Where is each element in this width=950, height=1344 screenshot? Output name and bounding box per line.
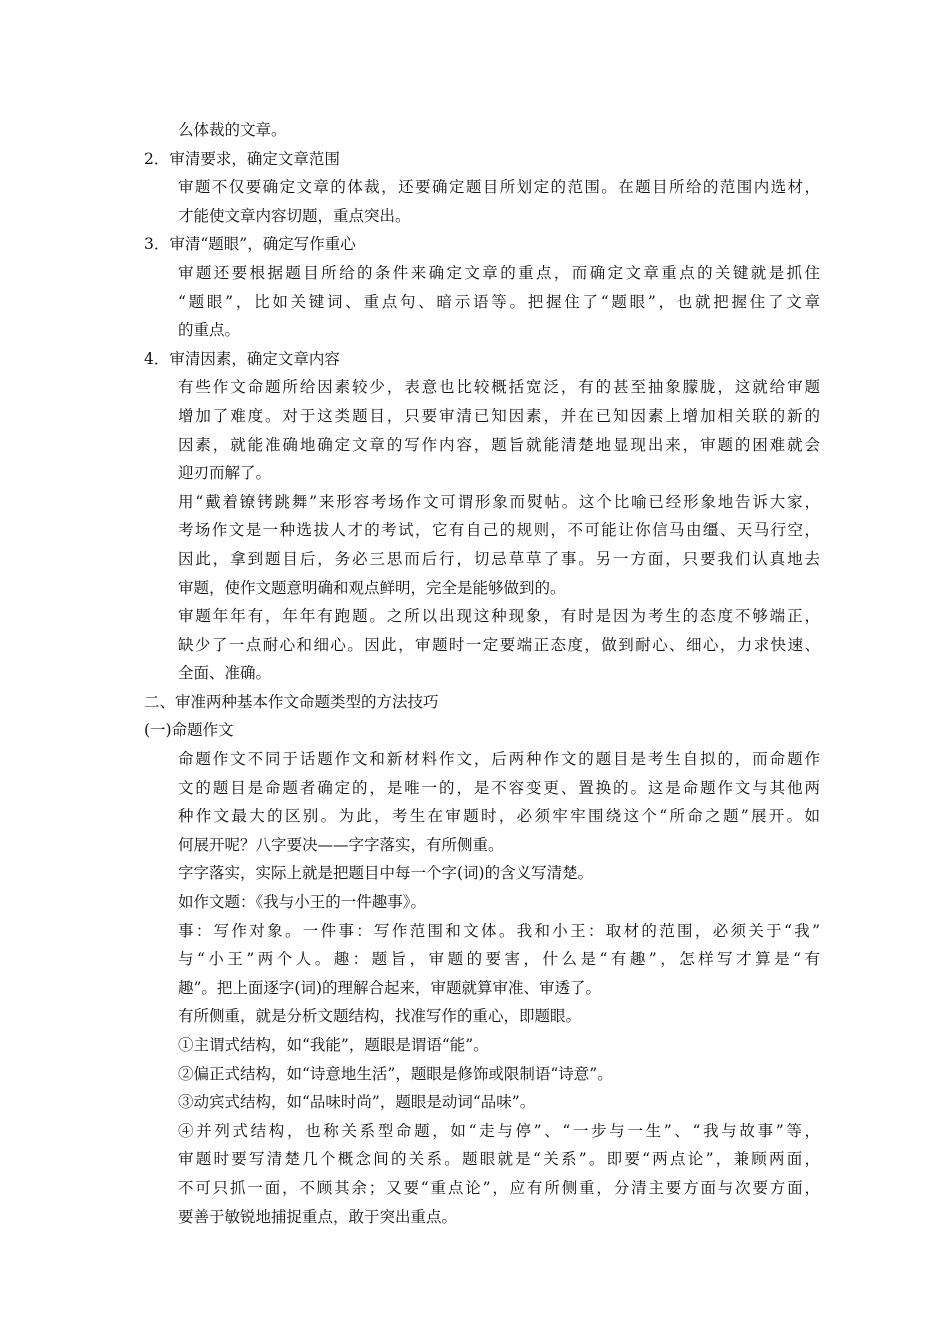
paragraph-line <box>0 745 950 774</box>
line-text: ①主谓式结构，如“我能”，题眼是谓语“能”。 <box>178 1036 489 1054</box>
line-text: ④并列式结构，也称关系型命题，如“走与停”、“一步与一生”、“我与故事”等， <box>178 1121 820 1140</box>
paragraph-line <box>0 202 950 231</box>
line-text: 有所侧重，就是分析文题结构，找准写作的重心，即题眼。 <box>178 1007 582 1026</box>
line-text: 因素，就能准确地确定文章的写作内容，题旨就能清楚地显现出来，审题的困难就会 <box>178 435 820 454</box>
line-text: 字字落实，实际上就是把题目中每一个字(词)的含义写清楚。 <box>178 864 594 883</box>
line-text: 2．审清要求，确定文章范围 <box>144 149 340 168</box>
paragraph-line <box>0 373 950 402</box>
paragraph-line <box>0 288 950 317</box>
line-text: 因此，拿到题目后，务必三思而后行，切忌草草了事。另一方面，只要我们认真地去 <box>178 549 820 568</box>
section-heading <box>0 230 950 259</box>
line-text: 增加了难度。对于这类题目，只要审清已知因素，并在已知因素上增加相关联的新的 <box>178 406 820 425</box>
paragraph-line <box>0 545 950 574</box>
line-text: 4．审清因素，确定文章内容 <box>144 349 340 368</box>
paragraph-line <box>0 259 950 288</box>
paragraph-line <box>0 945 950 974</box>
line-text: 趣”。把上面逐字(词)的理解合起来，审题就算审准、审透了。 <box>178 978 602 997</box>
line-text: 审题不仅要确定文章的体裁，还要确定题目所划定的范围。在题目所给的范围内选材， <box>178 178 820 197</box>
section-heading <box>0 688 950 717</box>
section-heading <box>0 345 950 374</box>
line-text: 迎刃而解了。 <box>178 464 272 483</box>
paragraph-line <box>0 459 950 488</box>
line-text: 的重点。 <box>178 321 241 340</box>
line-text: 3．审清“题眼”，确定写作重心 <box>144 235 356 254</box>
line-text: ③动宾式结构，如“品味时尚”，题眼是动词“品味”。 <box>178 1093 536 1112</box>
line-text: 不可只抓一面，不顾其余；又要“重点论”，应有所侧重，分清主要方面与次要方面， <box>178 1178 820 1197</box>
paragraph-line <box>0 173 950 202</box>
paragraph-line <box>0 516 950 545</box>
paragraph-line <box>0 774 950 803</box>
line-text: 二、审准两种基本作文命题类型的方法技巧 <box>144 692 439 711</box>
document-body <box>0 116 950 1231</box>
line-text: 与“小王”两个人。趣：题旨，审题的要害，什么是“有趣”，怎样写才算是“有 <box>178 950 820 969</box>
line-text: 审题时要写清楚几个概念间的关系。题眼就是“关系”。即要“两点论”，兼顾两面， <box>178 1150 820 1169</box>
paragraph-line <box>0 1203 950 1232</box>
paragraph-line <box>0 1031 950 1060</box>
paragraph-line <box>0 659 950 688</box>
line-text: 有些作文命题所给因素较少，表意也比较概括宽泛，有的甚至抽象朦胧，这就给审题 <box>178 378 820 397</box>
section-heading <box>0 145 950 174</box>
line-text: 考场作文是一种选拔人才的考试，它有自己的规则，不可能让你信马由缰、天马行空， <box>178 521 820 540</box>
line-text: 审题还要根据题目所给的条件来确定文章的重点，而确定文章重点的关键就是抓住 <box>178 263 820 282</box>
paragraph-line <box>0 1088 950 1117</box>
paragraph-line <box>0 1060 950 1089</box>
line-text: 文的题目是命题者确定的，是唯一的，是不容变更、置换的。这是命题作文与其他两 <box>178 778 820 797</box>
paragraph-line <box>0 431 950 460</box>
paragraph-line <box>0 574 950 603</box>
paragraph-line <box>0 1174 950 1203</box>
line-text: 审题，使作文题意明确和观点鲜明，完全是能够做到的。 <box>178 578 566 597</box>
line-text: 全面、准确。 <box>178 664 272 683</box>
line-text: 缺少了一点耐心和细心。因此，审题时一定要端正态度，做到耐心、细心，力求快速、 <box>178 635 820 654</box>
paragraph-line <box>0 116 950 145</box>
paragraph-line <box>0 402 950 431</box>
line-text: 命题作文不同于话题作文和新材料作文，后两种作文的题目是考生自拟的，而命题作 <box>178 750 820 769</box>
paragraph-line <box>0 316 950 345</box>
line-text: 用“戴着镣铐跳舞”来形容考场作文可谓形象而熨帖。这个比喻已经形象地告诉大家， <box>178 492 820 511</box>
paragraph-line <box>0 831 950 860</box>
line-text: (一)命题作文 <box>144 721 234 740</box>
line-text: 种作文最大的区别。为此，考生在审题时，必须牢牢围绕这个“所命之题”展开。如 <box>178 807 820 826</box>
paragraph-line <box>0 1145 950 1174</box>
paragraph-line <box>0 1117 950 1146</box>
section-heading <box>0 716 950 745</box>
paragraph-line <box>0 859 950 888</box>
line-text: “题眼”，比如关键词、重点句、暗示语等。把握住了“题眼”，也就把握住了文章 <box>178 292 820 311</box>
line-text: 要善于敏锐地捕捉重点，敢于突出重点。 <box>178 1207 458 1226</box>
line-text: 审题年年有，年年有跑题。之所以出现这种现象，有时是因为考生的态度不够端正， <box>178 607 820 626</box>
line-text: 如作文题：《我与小王的一件趣事》。 <box>178 893 427 912</box>
paragraph-line <box>0 888 950 917</box>
line-text: 么体裁的文章。 <box>178 121 287 139</box>
line-text: 才能使文章内容切题，重点突出。 <box>178 206 411 225</box>
line-text: 事：写作对象。一件事：写作范围和文体。我和小王：取材的范围，必须关于“我” <box>178 921 820 940</box>
line-text: ②偏正式结构，如“诗意地生活”，题眼是修饰或限制语“诗意”。 <box>178 1064 613 1083</box>
paragraph-line <box>0 917 950 946</box>
paragraph-line <box>0 488 950 517</box>
line-text: 何展开呢？八字要决——字字落实，有所侧重。 <box>178 835 504 854</box>
paragraph-line <box>0 802 950 831</box>
paragraph-line <box>0 974 950 1003</box>
paragraph-line <box>0 631 950 660</box>
paragraph-line <box>0 1002 950 1031</box>
paragraph-line <box>0 602 950 631</box>
